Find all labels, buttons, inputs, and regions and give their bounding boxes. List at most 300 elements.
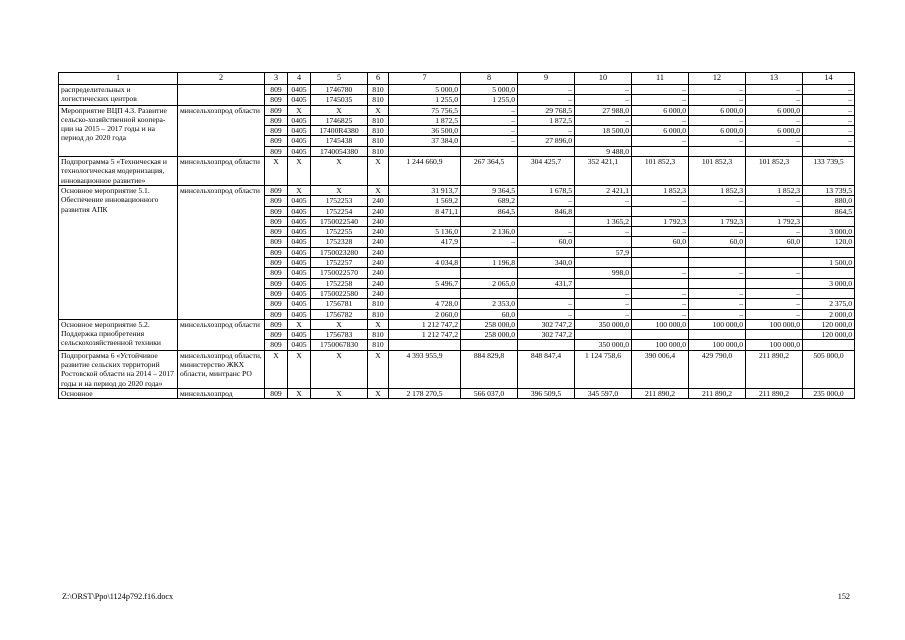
table-cell: – — [632, 268, 689, 278]
budget-table — [58, 72, 855, 399]
table-cell: 240 — [368, 247, 389, 257]
table-cell: – — [689, 268, 746, 278]
table-cell: 0405 — [288, 95, 311, 105]
table-cell: 810 — [368, 340, 389, 350]
table-cell: 350 000,0 — [575, 340, 632, 350]
table-cell: – — [632, 115, 689, 125]
table-cell: 809 — [265, 115, 288, 125]
table-cell — [389, 268, 461, 278]
table-row — [59, 157, 855, 186]
table-cell: 29 768,5 — [518, 105, 575, 115]
table-cell: 809 — [265, 319, 288, 329]
table-cell: 810 — [368, 115, 389, 125]
table-cell: 0405 — [288, 216, 311, 226]
program-name-cell: распределительных и логистических центров — [59, 85, 178, 106]
table-cell: 1 255,0 — [389, 95, 461, 105]
table-cell: 809 — [265, 258, 288, 268]
table-cell — [689, 330, 746, 340]
table-cell: 1 852,3 — [632, 185, 689, 195]
table-cell: X — [311, 185, 368, 195]
table-cell: – — [461, 237, 518, 247]
table-cell: 240 — [368, 278, 389, 288]
table-cell: 101 852,3 — [689, 157, 746, 186]
responsible-cell: минсельхозпрод области, министерство ЖКХ области, минтранс РО — [178, 350, 265, 388]
table-cell: – — [518, 227, 575, 237]
table-cell: 809 — [265, 185, 288, 195]
table-cell: – — [518, 299, 575, 309]
table-cell: 302 747,2 — [518, 319, 575, 329]
table-cell — [746, 278, 803, 288]
table-cell: 1752255 — [311, 227, 368, 237]
table-cell: 0405 — [288, 288, 311, 298]
program-name-cell: Основное мероприятие 5.2. Поддержка приобретения сельскохозяйственной техники — [59, 319, 178, 350]
table-cell: 13 739,5 — [803, 185, 855, 195]
table-cell: X — [288, 350, 311, 388]
table-cell: 1756782 — [311, 309, 368, 319]
table-cell: X — [311, 388, 368, 398]
table-cell: X — [311, 105, 368, 115]
table-cell — [461, 268, 518, 278]
table-cell: 1746825 — [311, 115, 368, 125]
table-cell: 1745035 — [311, 95, 368, 105]
table-cell — [803, 288, 855, 298]
table-cell: 417,9 — [389, 237, 461, 247]
table-cell: 240 — [368, 196, 389, 206]
table-cell: 810 — [368, 309, 389, 319]
table-cell: – — [632, 288, 689, 298]
table-cell: X — [311, 319, 368, 329]
table-cell: 37 384,0 — [389, 136, 461, 146]
table-cell: 211 890,2 — [746, 350, 803, 388]
table-cell: 1 244 660,9 — [389, 157, 461, 186]
table-cell: 2 375,0 — [803, 299, 855, 309]
table-cell: – — [746, 299, 803, 309]
table-cell: 235 000,0 — [803, 388, 855, 398]
table-cell: 0405 — [288, 126, 311, 136]
table-cell: 810 — [368, 95, 389, 105]
table-cell: – — [803, 95, 855, 105]
table-cell: 0405 — [288, 330, 311, 340]
table-cell: – — [746, 196, 803, 206]
table-cell: 809 — [265, 216, 288, 226]
table-body — [59, 85, 855, 399]
table-cell — [518, 288, 575, 298]
table-cell — [518, 268, 575, 278]
table-cell — [746, 258, 803, 268]
table-cell: 1740054380 — [311, 146, 368, 156]
table-cell — [575, 237, 632, 247]
table-cell: 0405 — [288, 206, 311, 216]
table-cell: 345 597,0 — [575, 388, 632, 398]
table-cell: 809 — [265, 330, 288, 340]
table-cell: 809 — [265, 288, 288, 298]
table-cell — [746, 247, 803, 257]
table-cell: 998,0 — [575, 268, 632, 278]
table-cell — [689, 146, 746, 156]
responsible-cell: минсельхозпрод области — [178, 157, 265, 186]
table-cell — [632, 206, 689, 216]
table-cell: – — [803, 126, 855, 136]
column-header-4: 4 — [288, 73, 311, 85]
table-cell: 240 — [368, 216, 389, 226]
table-cell: 0405 — [288, 340, 311, 350]
table-cell: 100 000,0 — [689, 340, 746, 350]
table-cell: 809 — [265, 309, 288, 319]
table-cell: – — [461, 136, 518, 146]
table-cell: 101 852,3 — [746, 157, 803, 186]
table-cell: 0405 — [288, 196, 311, 206]
table-cell: 2 000,0 — [803, 309, 855, 319]
table-cell: – — [632, 196, 689, 206]
table-cell — [689, 206, 746, 216]
column-header-3: 3 — [265, 73, 288, 85]
table-row — [59, 350, 855, 388]
table-cell: – — [575, 95, 632, 105]
document-page — [58, 72, 854, 399]
table-cell: 211 890,2 — [632, 388, 689, 398]
column-header-1: 1 — [59, 73, 178, 85]
table-cell: 1752254 — [311, 206, 368, 216]
table-cell — [575, 136, 632, 146]
table-cell: X — [368, 319, 389, 329]
column-header-2: 2 — [178, 73, 265, 85]
table-cell: 396 509,5 — [518, 388, 575, 398]
table-cell — [518, 340, 575, 350]
table-cell: 1 852,3 — [746, 185, 803, 195]
table-cell: X — [311, 157, 368, 186]
table-cell — [803, 216, 855, 226]
table-row — [59, 85, 855, 95]
table-cell: 100 000,0 — [632, 340, 689, 350]
table-cell: 2 060,0 — [389, 309, 461, 319]
table-cell: 9 488,0 — [575, 146, 632, 156]
table-cell: 809 — [265, 340, 288, 350]
table-cell: X — [288, 157, 311, 186]
file-path: Z:\ORST\Ppo\1124p792.f16.docx — [62, 592, 174, 601]
table-cell: 5 000,0 — [461, 85, 518, 95]
table-cell: 884 829,8 — [461, 350, 518, 388]
table-cell: 1 792,3 — [689, 216, 746, 226]
table-cell: – — [803, 105, 855, 115]
table-cell: 809 — [265, 388, 288, 398]
table-cell: 810 — [368, 299, 389, 309]
table-cell: 880,0 — [803, 196, 855, 206]
table-cell — [389, 288, 461, 298]
column-header-9: 9 — [518, 73, 575, 85]
table-cell: – — [803, 115, 855, 125]
table-cell: 809 — [265, 126, 288, 136]
table-cell — [518, 146, 575, 156]
table-cell: 352 421,1 — [575, 157, 632, 186]
table-cell: 4 034,8 — [389, 258, 461, 268]
table-cell: – — [632, 136, 689, 146]
table-cell: 0405 — [288, 115, 311, 125]
table-cell: 120 000,0 — [803, 319, 855, 329]
table-cell: – — [632, 227, 689, 237]
table-cell: 240 — [368, 206, 389, 216]
table-cell: 2 065,0 — [461, 278, 518, 288]
table-cell: – — [575, 309, 632, 319]
table-cell: 1750022580 — [311, 288, 368, 298]
program-name-cell: Мероприятие ВЦП 4.3. Развитие сельско-хозяйственной коопера-ции на 2015 – 2017 годы и на период до 2020 года — [59, 105, 178, 156]
table-row — [59, 388, 855, 398]
table-cell: 0405 — [288, 309, 311, 319]
table-cell: 810 — [368, 126, 389, 136]
table-cell: – — [689, 85, 746, 95]
table-cell — [518, 216, 575, 226]
table-cell — [803, 146, 855, 156]
table-cell: 2 421,1 — [575, 185, 632, 195]
table-cell: – — [689, 299, 746, 309]
table-cell: – — [518, 196, 575, 206]
table-cell: 6 000,0 — [632, 126, 689, 136]
table-cell: – — [461, 115, 518, 125]
table-cell: 1 212 747,2 — [389, 330, 461, 340]
table-cell — [575, 206, 632, 216]
table-cell: X — [368, 185, 389, 195]
table-cell: 240 — [368, 227, 389, 237]
table-cell: 1 500,0 — [803, 258, 855, 268]
table-cell: – — [746, 95, 803, 105]
table-cell: 1 569,2 — [389, 196, 461, 206]
table-cell: 60,0 — [461, 309, 518, 319]
responsible-cell: минсельхозпрод области — [178, 105, 265, 156]
table-cell: 1750022540 — [311, 216, 368, 226]
table-cell: 304 425,7 — [518, 157, 575, 186]
table-cell: 809 — [265, 227, 288, 237]
table-cell: – — [518, 309, 575, 319]
table-cell: – — [689, 309, 746, 319]
table-cell: 1 255,0 — [461, 95, 518, 105]
table-cell: 211 890,2 — [689, 388, 746, 398]
program-name-cell: Основное — [59, 388, 178, 398]
table-cell: – — [461, 126, 518, 136]
table-cell: 0405 — [288, 247, 311, 257]
table-cell: – — [632, 95, 689, 105]
table-cell: X — [265, 157, 288, 186]
table-cell — [461, 288, 518, 298]
table-cell: 258 000,0 — [461, 330, 518, 340]
table-cell — [689, 278, 746, 288]
table-cell: 340,0 — [518, 258, 575, 268]
table-cell: 240 — [368, 258, 389, 268]
column-header-13: 13 — [746, 73, 803, 85]
table-cell: 689,2 — [461, 196, 518, 206]
table-cell — [632, 258, 689, 268]
table-cell: 1 196,8 — [461, 258, 518, 268]
table-cell — [461, 247, 518, 257]
table-cell: – — [518, 95, 575, 105]
table-cell: 809 — [265, 278, 288, 288]
table-cell: 864,5 — [803, 206, 855, 216]
table-cell: – — [689, 115, 746, 125]
table-cell: 350 000,0 — [575, 319, 632, 329]
table-cell: 1 678,5 — [518, 185, 575, 195]
table-cell: 809 — [265, 196, 288, 206]
table-cell: – — [575, 227, 632, 237]
table-cell: 1 872,5 — [518, 115, 575, 125]
table-cell: – — [803, 136, 855, 146]
table-cell: 100 000,0 — [746, 319, 803, 329]
table-cell: 60,0 — [746, 237, 803, 247]
table-row — [59, 105, 855, 115]
table-cell: 810 — [368, 146, 389, 156]
table-cell: – — [632, 85, 689, 95]
table-cell: – — [632, 309, 689, 319]
table-cell: 8 471,1 — [389, 206, 461, 216]
table-cell: 1750067830 — [311, 340, 368, 350]
table-cell: 4 393 955,9 — [389, 350, 461, 388]
table-cell: – — [689, 136, 746, 146]
table-cell: 302 747,2 — [518, 330, 575, 340]
table-cell: X — [368, 157, 389, 186]
table-cell — [461, 340, 518, 350]
table-cell: 1 124 758,6 — [575, 350, 632, 388]
table-cell: – — [746, 288, 803, 298]
table-cell: 100 000,0 — [689, 319, 746, 329]
table-cell: 1752253 — [311, 196, 368, 206]
table-cell — [389, 340, 461, 350]
column-header-6: 6 — [368, 73, 389, 85]
table-row — [59, 185, 855, 195]
table-cell: 60,0 — [689, 237, 746, 247]
table-cell — [803, 268, 855, 278]
table-cell: X — [288, 388, 311, 398]
table-cell: X — [368, 350, 389, 388]
table-cell: 1 852,3 — [689, 185, 746, 195]
table-cell: 809 — [265, 136, 288, 146]
table-cell: 809 — [265, 268, 288, 278]
table-cell — [746, 146, 803, 156]
table-cell: 120,0 — [803, 237, 855, 247]
table-cell: 0405 — [288, 278, 311, 288]
table-cell: 240 — [368, 268, 389, 278]
table-cell: 846,8 — [518, 206, 575, 216]
table-cell: 240 — [368, 237, 389, 247]
table-cell: – — [575, 299, 632, 309]
table-cell: X — [288, 319, 311, 329]
table-cell: 9 364,5 — [461, 185, 518, 195]
table-cell: – — [461, 105, 518, 115]
table-cell: X — [288, 105, 311, 115]
table-cell: 0405 — [288, 85, 311, 95]
table-cell: 809 — [265, 206, 288, 216]
table-cell: – — [746, 115, 803, 125]
table-cell: 36 500,0 — [389, 126, 461, 136]
table-cell: 100 000,0 — [746, 340, 803, 350]
table-cell: – — [746, 85, 803, 95]
responsible-cell: минсельхозпрод области — [178, 319, 265, 350]
table-cell: 2 353,0 — [461, 299, 518, 309]
table-cell: 60,0 — [518, 237, 575, 247]
table-cell: 0405 — [288, 146, 311, 156]
table-cell: 810 — [368, 136, 389, 146]
table-cell: 809 — [265, 105, 288, 115]
table-cell: X — [311, 350, 368, 388]
table-cell: – — [746, 309, 803, 319]
table-cell: 809 — [265, 85, 288, 95]
table-cell: 1750022570 — [311, 268, 368, 278]
table-cell: 100 000,0 — [632, 319, 689, 329]
table-cell: 848 847,4 — [518, 350, 575, 388]
table-cell: 57,9 — [575, 247, 632, 257]
table-cell: X — [288, 185, 311, 195]
table-cell: 1 792,3 — [746, 216, 803, 226]
table-cell: 101 852,3 — [632, 157, 689, 186]
table-cell: 211 890,2 — [746, 388, 803, 398]
table-cell: 505 000,0 — [803, 350, 855, 388]
table-cell: 258 000,0 — [461, 319, 518, 329]
table-cell — [632, 278, 689, 288]
table-cell: 2 136,0 — [461, 227, 518, 237]
table-cell — [632, 247, 689, 257]
table-cell: – — [803, 85, 855, 95]
program-name-cell: Подпрограмма 5 «Техническая и технологическая модернизация, инновационное развитие» — [59, 157, 178, 186]
table-cell: 4 728,0 — [389, 299, 461, 309]
program-name-cell: Подпрограмма 6 «Устойчивое развитие сельских территорий Ростовской области на 2014 – 2017 годы и на период до 2020 года» — [59, 350, 178, 388]
table-cell: 809 — [265, 146, 288, 156]
table-cell — [518, 247, 575, 257]
table-cell — [746, 206, 803, 216]
table-cell: 6 000,0 — [746, 105, 803, 115]
table-cell: 1750023280 — [311, 247, 368, 257]
table-cell: 390 006,4 — [632, 350, 689, 388]
table-cell: – — [518, 126, 575, 136]
table-cell: 0405 — [288, 268, 311, 278]
table-cell: – — [746, 227, 803, 237]
table-cell: 810 — [368, 85, 389, 95]
table-cell: 0405 — [288, 299, 311, 309]
table-cell: – — [632, 299, 689, 309]
table-cell — [803, 247, 855, 257]
table-cell: 5 496,7 — [389, 278, 461, 288]
table-cell: 1752257 — [311, 258, 368, 268]
table-cell: – — [746, 268, 803, 278]
table-cell: 18 500,0 — [575, 126, 632, 136]
table-cell: 1752328 — [311, 237, 368, 247]
table-cell: – — [689, 288, 746, 298]
table-cell — [461, 216, 518, 226]
table-cell: 1746780 — [311, 85, 368, 95]
table-row — [59, 319, 855, 329]
table-cell: 3 000,0 — [803, 227, 855, 237]
table-cell — [632, 330, 689, 340]
table-cell: 60,0 — [632, 237, 689, 247]
table-cell: 809 — [265, 95, 288, 105]
table-cell: 1 872,5 — [389, 115, 461, 125]
table-cell: 240 — [368, 288, 389, 298]
table-cell: 566 037,0 — [461, 388, 518, 398]
table-cell: 809 — [265, 237, 288, 247]
table-cell: 1752258 — [311, 278, 368, 288]
table-cell: – — [689, 95, 746, 105]
table-cell: 1 212 747,2 — [389, 319, 461, 329]
table-cell: – — [689, 227, 746, 237]
table-cell: 810 — [368, 330, 389, 340]
table-cell: 120 000,0 — [803, 330, 855, 340]
table-cell: – — [575, 196, 632, 206]
table-cell — [461, 146, 518, 156]
table-cell: 431,7 — [518, 278, 575, 288]
column-header-14: 14 — [803, 73, 855, 85]
table-cell — [632, 146, 689, 156]
table-cell — [803, 340, 855, 350]
table-cell: 0405 — [288, 227, 311, 237]
table-cell: – — [575, 115, 632, 125]
column-header-7: 7 — [389, 73, 461, 85]
table-cell: – — [575, 85, 632, 95]
table-cell: 429 790,0 — [689, 350, 746, 388]
